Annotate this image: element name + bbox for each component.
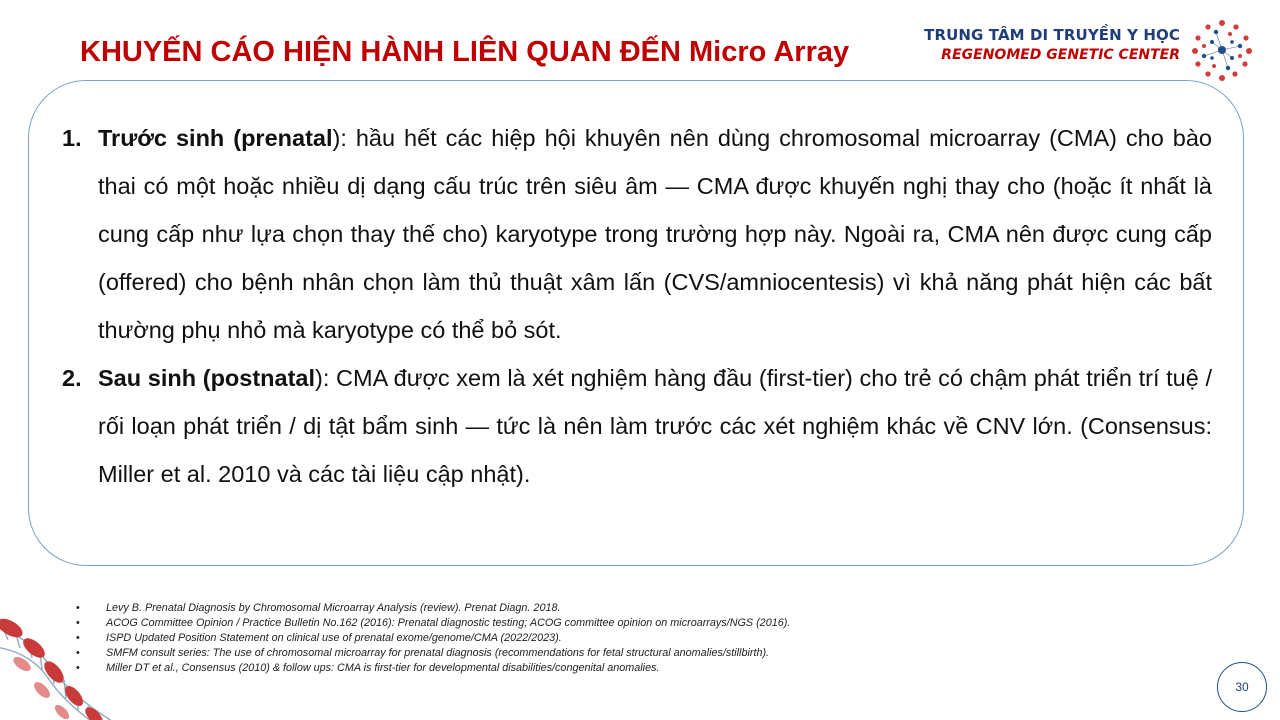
reference-item xyxy=(76,661,790,676)
item-heading: Sau sinh (postnatal xyxy=(98,365,316,391)
reference-item xyxy=(76,616,790,631)
bullet: • xyxy=(76,647,80,659)
dna-helix-decoration-icon xyxy=(0,606,130,720)
reference-text: ISPD Updated Position Statement on clinical use of prenatal exome/genome/CMA (2022/2023). xyxy=(106,632,562,644)
item-number: 1. xyxy=(62,125,82,151)
reference-text: Levy B. Prenatal Diagnosis by Chromosomal Microarray Analysis (review). Prenat Diagn. 2018. xyxy=(106,602,561,614)
bullet: • xyxy=(76,617,80,629)
list-item xyxy=(62,114,1212,354)
reference-text: SMFM consult series: The use of chromosomal microarray for prenatal diagnosis (recommendations for fetal structural anomalies/stillbirth). xyxy=(106,647,770,659)
brand-name-vietnamese: TRUNG TÂM DI TRUYỀN Y HỌC xyxy=(924,26,1180,44)
item-text: ): hầu hết các hiệp hội khuyên nên dùng chromosomal microarray (CMA) cho bào thai có một hoặc nhiều dị dạng cấu trúc trên siêu âm — CMA được khuyến nghị thay cho (hoặc ít nhất là cung cấp như lựa chọn thay thế cho) karyotype trong trường hợp này. Ngoài ra, CMA nên được cung cấp (offered) cho bệnh nhân chọn làm thủ thuật xâm lấn (CVS/amniocentesis) vì khả năng phát hiện các bất thường phụ nhỏ mà karyotype có thể bỏ sót. xyxy=(98,125,1213,343)
reference-text: ACOG Committee Opinion / Practice Bulletin No.162 (2016): Prenatal diagnostic testing; ACOG committee opinion on microarrays/NGS (2016). xyxy=(106,617,791,629)
item-text: ): CMA được xem là xét nghiệm hàng đầu (first-tier) cho trẻ có chậm phát triển trí tuệ / rối loạn phát triển / dị tật bẩm sinh — tức là nên làm trước các xét nghiệm khác về CNV lớn. (Consensus: Miller et al. 2010 và các tài liệu cập nhật). xyxy=(98,365,1213,487)
page-title: KHUYẾN CÁO HIỆN HÀNH LIÊN QUAN ĐẾN Micro Array xyxy=(80,36,850,68)
bullet: • xyxy=(76,632,80,644)
brand-name-english: REGENOMED GENETIC CENTER xyxy=(941,47,1180,63)
brand-block xyxy=(924,26,1180,63)
recommendation-list xyxy=(62,114,1212,498)
references-list xyxy=(76,601,790,676)
bullet: • xyxy=(76,602,80,614)
reference-item xyxy=(76,631,790,646)
page-number-badge xyxy=(1217,662,1267,712)
reference-item xyxy=(76,601,790,616)
list-item xyxy=(62,354,1212,498)
item-number: 2. xyxy=(62,365,82,391)
page-number: 30 xyxy=(1235,680,1249,694)
dna-network-logo-icon xyxy=(1190,18,1254,82)
item-heading: Trước sinh (prenatal xyxy=(98,125,333,151)
reference-item xyxy=(76,646,790,661)
bullet: • xyxy=(76,662,80,674)
reference-text: Miller DT et al., Consensus (2010) & follow ups: CMA is first-tier for developmental disabilities/congenital anomalies. xyxy=(106,662,660,674)
